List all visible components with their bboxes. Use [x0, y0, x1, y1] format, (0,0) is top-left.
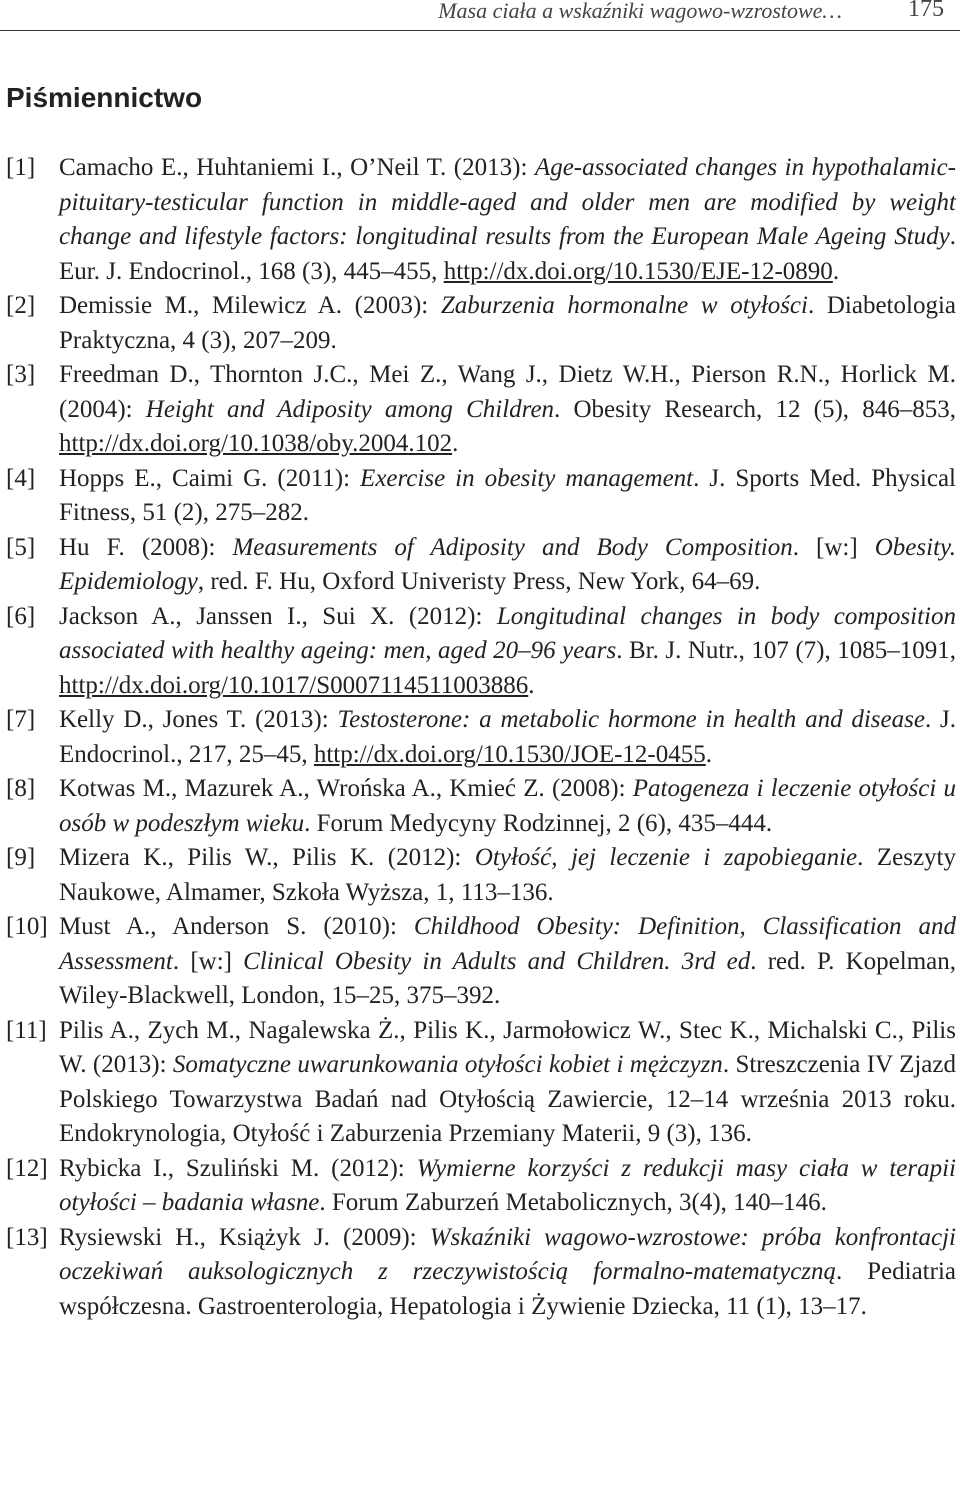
- reference-text: [59, 358, 956, 462]
- reference-text: [59, 151, 956, 289]
- reference-source: . Br. J. Nutr., 107 (7), 1085–1091,: [616, 637, 956, 664]
- reference-publisher: , red. F. Hu, Oxford Univeristy Press, New York, 64–69.: [197, 568, 761, 595]
- reference-number: [6]: [6, 602, 36, 630]
- reference-source: . Forum Zaburzeń Metabolicznych, 3(4), 140–146.: [319, 1189, 827, 1216]
- reference-authors: Must A., Anderson S. (2010):: [59, 913, 414, 940]
- reference-item: [6, 151, 956, 289]
- running-title: Masa ciała a wskaźniki wagowo-wzrostowe…: [438, 0, 842, 23]
- reference-authors: Hu F. (2008):: [59, 533, 233, 561]
- reference-item: [6, 910, 956, 1014]
- reference-list: [6, 151, 956, 1324]
- reference-text: [59, 1221, 956, 1325]
- reference-authors: Mizera K., Pilis W., Pilis K. (2012):: [59, 844, 475, 871]
- reference-text: [59, 703, 956, 772]
- reference-item: [6, 841, 956, 910]
- reference-authors: Demissie M., Milewicz A. (2003):: [59, 292, 441, 319]
- reference-end: .: [832, 257, 840, 285]
- reference-title: Childhood Obesity: Definition, Classification and Assessment: [59, 913, 956, 975]
- reference-title: Longitudinal changes in body composition associated with healthy ageing: men, aged 20–96 years: [59, 602, 957, 664]
- reference-text: [59, 1014, 956, 1152]
- reference-title: Height and Adiposity among Children: [145, 395, 555, 423]
- reference-number: [12]: [6, 1154, 48, 1182]
- reference-item: [6, 1221, 956, 1325]
- reference-title: Exercise in obesity management: [360, 464, 694, 492]
- reference-source: . Diabetologia Praktyczna, 4 (3), 207–209.: [59, 292, 956, 354]
- reference-source: . [w:]: [172, 947, 244, 975]
- reference-end: .: [705, 740, 712, 768]
- reference-text: [59, 1152, 956, 1221]
- reference-number: [3]: [6, 361, 36, 388]
- reference-authors: Freedman D., Thornton J.C., Mei Z., Wang J., Dietz W.H., Pierson R.N., Horlick M. (2004):: [59, 361, 956, 423]
- reference-number: [5]: [6, 533, 36, 561]
- reference-doi-link[interactable]: http://dx.doi.org/10.1017/S0007114511003886: [59, 671, 529, 699]
- reference-source: . Forum Medycyny Rodzinnej, 2 (6), 435–444.: [304, 809, 773, 837]
- reference-number: [2]: [6, 292, 36, 319]
- reference-number: [9]: [6, 844, 36, 871]
- reference-title: Zaburzenia hormonalne w otyłości: [440, 292, 808, 319]
- running-head: [0, 0, 960, 31]
- reference-doi-link[interactable]: http://dx.doi.org/10.1530/EJE-12-0890: [443, 257, 833, 285]
- reference-title: Wskaźniki wagowo-wzrostowe: próba konfrontacji oczekiwań auksologicznych z rzeczywistością formalno-matematyczną: [59, 1223, 956, 1285]
- reference-item: [6, 358, 956, 462]
- reference-authors: Rybicka I., Szuliński M. (2012):: [59, 1154, 417, 1182]
- reference-doi-link[interactable]: http://dx.doi.org/10.1530/JOE-12-0455: [313, 740, 706, 768]
- reference-authors: Camacho E., Huhtaniemi I., O’Neil T. (2013):: [59, 154, 535, 181]
- reference-text: [59, 910, 956, 1014]
- reference-number: [7]: [6, 706, 36, 733]
- reference-book-title: Clinical Obesity in Adults and Children. 3rd ed: [243, 947, 751, 975]
- reference-number: [10]: [6, 913, 48, 940]
- reference-source: . J. Sports Med. Physical Fitness, 51 (2), 275–282.: [59, 464, 956, 526]
- reference-authors: Hopps E., Caimi G. (2011):: [59, 464, 361, 492]
- reference-item: [6, 1152, 956, 1221]
- reference-text: [59, 772, 956, 841]
- reference-number: [11]: [6, 1016, 47, 1044]
- reference-item: [6, 531, 956, 600]
- reference-source: . Pediatria współczesna. Gastroenterologia, Hepatologia i Żywienie Dziecka, 11 (1), 13–17.: [59, 1258, 956, 1320]
- reference-title: Patogeneza i leczenie otyłości u osób w podeszłym wieku: [59, 775, 956, 837]
- reference-title: Somatyczne uwarunkowania otyłości kobiet i mężczyzn: [172, 1051, 723, 1078]
- reference-text: [59, 531, 956, 600]
- reference-source: . [w:]: [792, 533, 875, 561]
- reference-authors: Kotwas M., Mazurek A., Wrońska A., Kmieć Z. (2008):: [59, 775, 633, 802]
- reference-item: [6, 462, 956, 531]
- reference-text: [59, 289, 956, 358]
- reference-item: [6, 703, 956, 772]
- reference-item: [6, 772, 956, 841]
- reference-title: Wymierne korzyści z redukcji masy ciała w terapii otyłości – badania własne: [59, 1154, 957, 1216]
- reference-authors: Pilis A., Zych M., Nagalewska Ż., Pilis K., Jarmołowicz W., Stec K., Michalski C., Pilis W. (2013):: [59, 1016, 956, 1078]
- reference-title: Measurements of Adiposity and Body Composition: [232, 533, 793, 561]
- reference-text: [59, 600, 956, 704]
- reference-number: [13]: [6, 1223, 48, 1251]
- reference-end: .: [452, 430, 459, 457]
- reference-text: [59, 841, 956, 910]
- reference-authors: Kelly D., Jones T. (2013):: [59, 706, 338, 733]
- reference-title: Testosterone: a metabolic hormone in health and disease: [337, 706, 925, 733]
- reference-source: . Eur. J. Endocrinol., 168 (3), 445–455,: [59, 223, 956, 285]
- reference-title: Otyłość, jej leczenie i zapobieganie: [474, 844, 858, 871]
- reference-item: [6, 1014, 956, 1152]
- reference-source: . Zeszyty Naukowe, Almamer, Szkoła Wyższa, 1, 113–136.: [59, 844, 956, 906]
- reference-source: . Streszczenia IV Zjazd Polskiego Towarzystwa Badań nad Otyłością Zawiercie, 12–14 września 2013 roku. Endokrynologia, Otyłość i Zaburzenia Przemiany Materii, 9 (3), 136.: [59, 1051, 956, 1147]
- page-number: 175: [908, 0, 944, 22]
- reference-text: [59, 462, 956, 531]
- reference-number: [1]: [6, 154, 36, 181]
- reference-item: [6, 600, 956, 704]
- reference-doi-link[interactable]: http://dx.doi.org/10.1038/oby.2004.102: [59, 430, 453, 457]
- reference-item: [6, 289, 956, 358]
- reference-source: . Obesity Research, 12 (5), 846–853,: [554, 395, 956, 423]
- reference-source: . J. Endocrinol., 217, 25–45,: [59, 706, 956, 768]
- reference-book-title: Obesity. Epidemiology: [59, 533, 956, 595]
- reference-authors: Jackson A., Janssen I., Sui X. (2012):: [59, 602, 497, 630]
- reference-title: Age-associated changes in hypothalamic-pituitary-testicular function in middle-aged and older men are modified by weight change and lifestyle factors: longitudinal results from the European Male Ageing Study: [59, 154, 956, 250]
- reference-publisher: . red. P. Kopelman, Wiley-Blackwell, London, 15–25, 375–392.: [59, 947, 956, 1009]
- reference-number: [8]: [6, 775, 36, 802]
- reference-end: .: [528, 671, 535, 699]
- reference-authors: Rysiewski H., Książyk J. (2009):: [59, 1223, 430, 1251]
- section-title: Piśmiennictwo: [6, 82, 203, 113]
- reference-number: [4]: [6, 464, 36, 492]
